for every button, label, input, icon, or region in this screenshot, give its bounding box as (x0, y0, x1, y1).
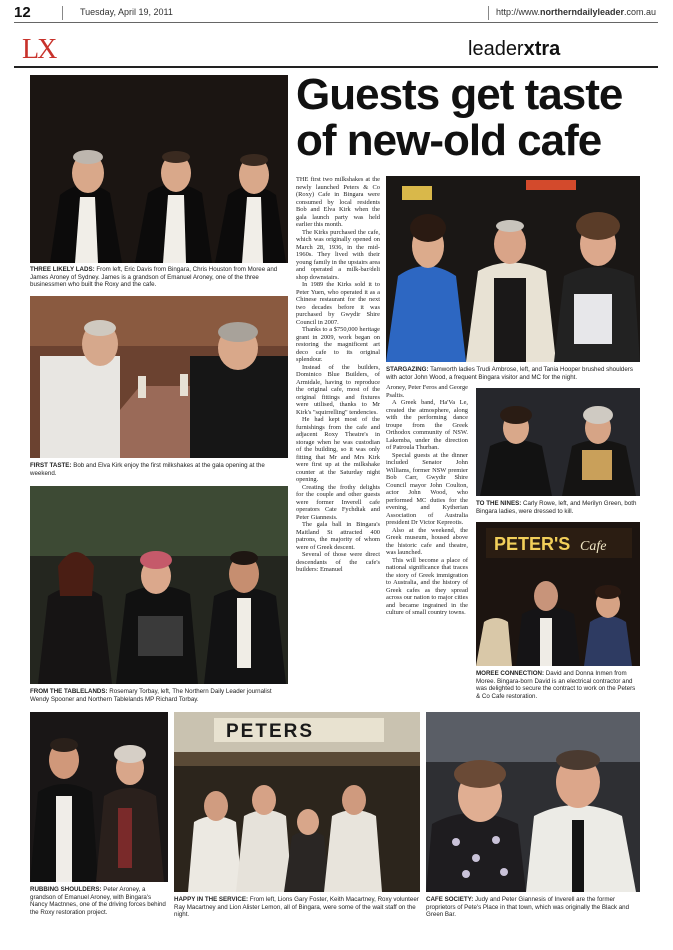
paragraph: Thanks to a $750,000 heritage grant in 2009, work began on restoring the magnificent art deco cafe to its original splendour. (296, 326, 380, 363)
peters-sign-text: PETER'S (494, 534, 571, 554)
photo-happy-in-the-service (174, 712, 420, 892)
caption-cafe-society: CAFE SOCIETY: Judy and Peter Giannesis of Inverell are the former proprietors of Pete's Place in that town, which was originally the Black and Green Bar. (426, 896, 630, 919)
page-header (0, 0, 673, 24)
paragraph: Several of those were direct descendants of the cafe's builders: Emanuel (296, 551, 380, 573)
headline: Guests get taste of new-old cafe (296, 70, 623, 165)
caption-first-taste: FIRST TASTE: Bob and Elva Kirk enjoy the first milkshakes at the gala opening at the weekend. (30, 462, 265, 477)
photo-to-the-nines (476, 388, 640, 496)
article-column-2 (386, 384, 468, 706)
section-logo: LX (22, 34, 56, 65)
caption-stargazing: STARGAZING: Tamworth ladies Trudi Ambrose, left, and Tania Hooper brushed shoulders with actor John Wood, a frequent Bingara visitor and MC for the night. (386, 366, 633, 381)
paragraph: Aroney, Peter Feros and George Psaltis. (386, 384, 468, 399)
photo-three-likely-lads (30, 75, 288, 263)
photo-from-the-tablelands (30, 486, 288, 684)
caption-rubbing-shoulders: RUBBING SHOULDERS: Peter Aroney, a grandson of Emanuel Aroney, with Bingara's Nancy Mactnnes, one of the driving forces behind the Roxy restoration project. (30, 886, 166, 916)
photo-moree-connection (476, 522, 640, 666)
paragraph: A Greek band, Ha'Va Le, created the atmosphere, along with the performing dance troupe from the Greek Orthodox community of NSW. Lakemba, under the direction of Patroula Thurban. (386, 399, 468, 451)
section-title: leaderxtra (468, 38, 561, 60)
caption-happy-in-the-service: HAPPY IN THE SERVICE: From left, Lions Gary Foster, Keith Macartney, Roxy volunteer Ray Macartney and Lion Alister Lemon, all of Bingara, were some of the wait staff on the night. (174, 896, 419, 919)
caption-to-the-nines: TO THE NINES: Carly Rowe, left, and Merilyn Green, both Bingara ladies, were dressed to kill. (476, 500, 637, 515)
header-divider (488, 6, 489, 20)
header-divider (62, 6, 63, 20)
article-column-1 (296, 176, 380, 706)
header-rule (14, 22, 658, 23)
caption-moree-connection: MOREE CONNECTION: David and Donna Inmen from Moree. Bingara-born David is an electrical contractor and was delighted to secure the contract to work on the Peters & Co Cafe restoration. (476, 670, 636, 700)
paragraph: Creating the frothy delights for the couple and other guests were former Inverell cafe operators Cate Fychdiak and Peter Giannesis. (296, 483, 380, 521)
caption-from-the-tablelands: FROM THE TABLELANDS: Rosemary Torbay, left, The Northern Daily Leader journalist Wendy Spooner and Northern Tablelands MP Richard Torbay. (30, 688, 272, 703)
photo-stargazing (386, 176, 640, 362)
photo-cafe-society (426, 712, 640, 892)
site-url[interactable]: http://www.northerndailyleader.com.au (496, 7, 657, 17)
paragraph: He had kept most of the furnishings from the cafe and adjacent Roxy Theatre's in storage when he was custodian of the building, so it was only fitting that Mr and Mrs Kirk were first up at the milkshake counter at the Saturday night opening. (296, 416, 380, 483)
paragraph: Also at the weekend, the Greek museum, housed above the historic cafe and theatre, was launched. (386, 526, 468, 556)
peters-sign-text: PETERS (226, 721, 315, 742)
page-number: 12 (14, 4, 31, 21)
photo-rubbing-shoulders (30, 712, 168, 882)
paragraph: Special guests at the dinner included Senator John Williams, former NSW premier Bob Carr, Gwydir Shire Council mayor John Coulton, actor John Wood, who performed MC duties for the evening, and Kytherian Association of Australia president Dr Victor Kepreotis. (386, 451, 468, 526)
paragraph: The gala ball in Bingara's Maitland St attracted 400 patrons, the majority of whom were of Greek descent. (296, 521, 380, 551)
issue-date: Tuesday, April 19, 2011 (80, 7, 173, 17)
paragraph: THE first two milkshakes at the newly launched Peters & Co (Roxy) Cafe in Bingara were consumed by local residents Bob and Elva Kirk when the gala launch party was held earlier this month. (296, 176, 380, 228)
paragraph: The Kirks purchased the cafe, which was originally opened on March 28, 1936, in the mid-1960s. They lived with their young family in the upstairs area and operated a milk-bar/deli shop downstairs. (296, 228, 380, 281)
paragraph: This will become a place of national significance that traces the story of Greek immigration to Australia, and the history of Greek cafes as they spread across our nation to major cities and became ingrained in the culture of small country towns. (386, 556, 468, 616)
paragraph: In 1989 the Kirks sold it to Peter Yuen, who operated it as a Chinese restaurant for the next two decades before it was purchased by Gwydir Shire Council in 2007. (296, 281, 380, 326)
cafe-sign-text: Cafe (580, 539, 607, 554)
paragraph: Instead of the builders, Dominico Blue Builders, of Armidale, having to reproduce the original cafe, most of the original fittings and fixtures were utilised, thanks to Mr Kirk's "squirrelling" tendencies. (296, 363, 380, 416)
section-rule (14, 66, 658, 68)
caption-three-likely-lads: THREE LIKELY LADS: From left, Eric Davis from Bingara, Chris Houston from Moree and James Aroney of Sydney. James is a grandson of Emanuel Aroney, one of the three businessmen who built the Roxy and the cafe. (30, 266, 278, 289)
photo-first-taste (30, 296, 288, 458)
